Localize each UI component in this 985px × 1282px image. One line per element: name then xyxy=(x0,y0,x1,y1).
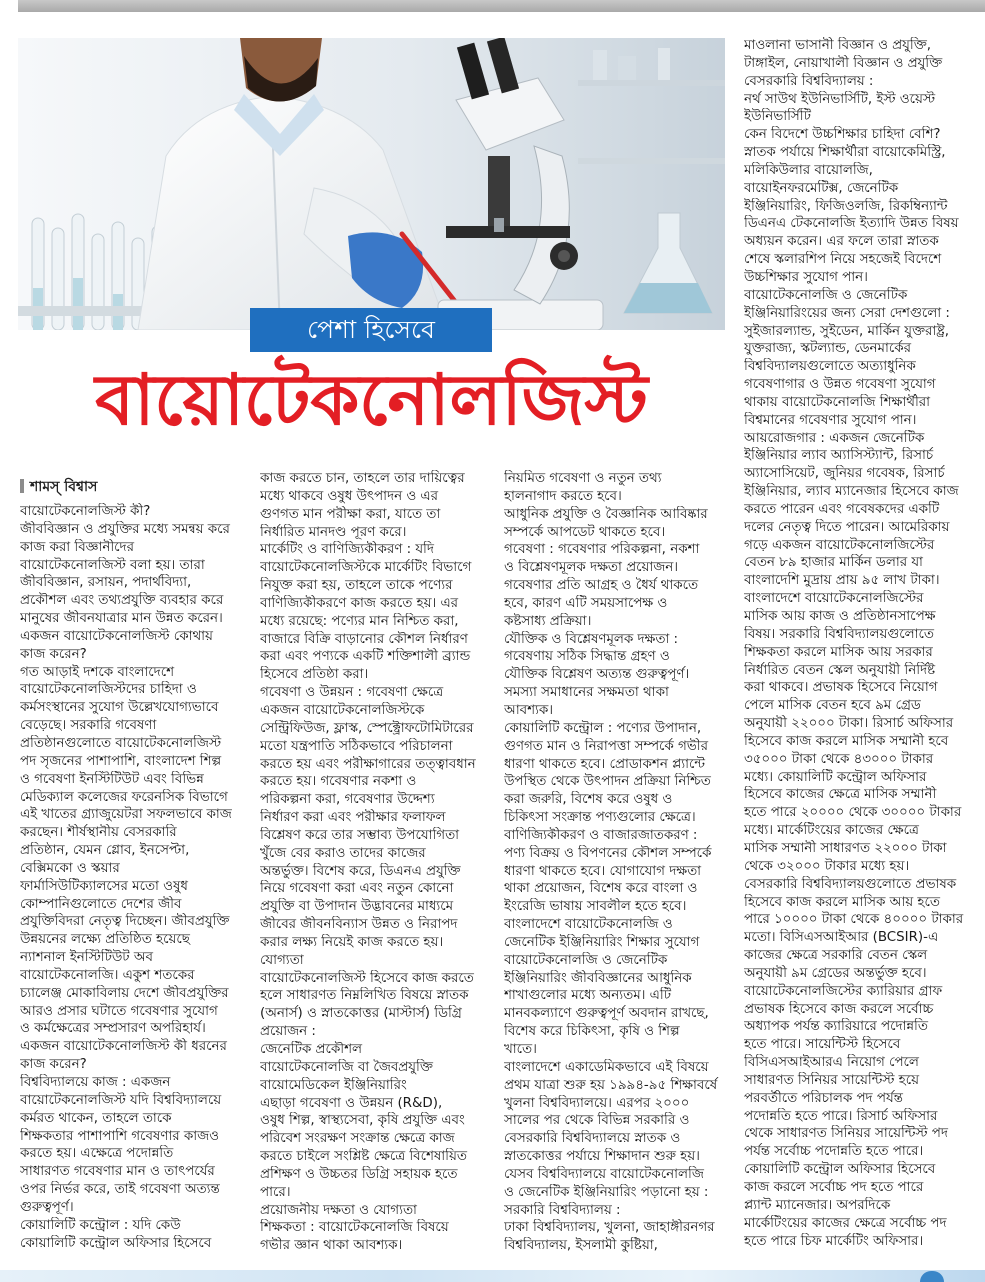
text-line: চিকিৎসা সংক্রান্ত পণ্যগুলোর ক্ষেত্রে। xyxy=(504,810,696,826)
text-line: হলে সাধারণত নিম্নলিখিত বিষয়ে স্নাতক xyxy=(260,988,469,1004)
text-line: সাধারণত সিনিয়র সায়েন্টিস্ট হয়ে xyxy=(744,1072,919,1088)
article-column-3 xyxy=(504,470,732,1258)
text-line: বাণিজ্যিকীকরণে কাজ করতে হয়। এর xyxy=(260,595,459,611)
author-name: শামস্ বিশ্বাস xyxy=(30,479,98,495)
text-line: থাকায় বায়োটেকনোলজি শিক্ষার্থীরা xyxy=(744,394,931,410)
text-line: ইউনিভার্সিটি xyxy=(744,109,811,125)
text-line: বায়োটেকনোলজিস্ট বলা হয়। তারা xyxy=(20,557,205,573)
text-line: বাংলাদেশি মুদ্রায় প্রায় ৯৫ লাখ টাকা। xyxy=(744,573,940,589)
text-line: মলিকিউলার বায়োলজি, xyxy=(744,162,873,178)
text-line: ও বিশ্লেষণমূলক দক্ষতা প্রয়োজন। xyxy=(504,560,679,576)
byline-marker xyxy=(20,479,24,493)
text-line: হবে, কারণ এটি সময়সাপেক্ষ ও xyxy=(504,595,668,611)
text-line: বাংলাদেশে একাডেমিকভাবে এই বিষয়ে xyxy=(504,1059,709,1075)
text-line: প্রশিক্ষণ ও উচ্চতর ডিগ্রি সহায়ক হতে xyxy=(260,1166,458,1182)
text-line: উন্নয়নের লক্ষ্যে প্রতিষ্ঠিত হয়েছে xyxy=(20,932,190,948)
text-line: বায়োমেডিকেল ইঞ্জিনিয়ারিং xyxy=(260,1077,407,1093)
text-line: ন্যাশনাল ইনস্টিটিউট অব xyxy=(20,950,153,966)
text-line: সাধারণত গবেষণার মান ও তাৎপর্যের xyxy=(20,1164,215,1180)
text-line: শিক্ষকতা করলে মাসিক আয় সরকার xyxy=(744,644,933,660)
text-line: অধ্যাপক পর্যন্ত ক্যারিয়ারে পদোন্নতি xyxy=(744,1019,928,1035)
text-line: বাণিজ্যিকীকরণ ও বাজারজাতকরণ : xyxy=(504,827,698,843)
text-line: কষ্টসাধ্য প্রক্রিয়া। xyxy=(504,613,592,629)
text-line: অ্যাসোসিয়েট, জুনিয়র গবেষক, রিসার্চ xyxy=(744,466,945,482)
text-line: করতে পারেন এবং গবেষকদের একটি xyxy=(744,501,940,517)
text-line: যৌক্তিক বিশ্লেষণ অত্যন্ত গুরুত্বপূর্ণ। xyxy=(504,667,690,683)
text-line: বায়োটেকনোলজিস্ট যদি বিশ্ববিদ্যালয়ে xyxy=(20,1092,222,1108)
text-line: মধ্যে থাকবে ওষুধ উৎপাদন ও এর xyxy=(260,488,438,504)
text-line: করছেন। শীর্ষস্থানীয় বেসরকারি xyxy=(20,825,177,841)
text-line: এছাড়া গবেষণা ও উন্নয়ন (R&D), xyxy=(260,1095,443,1111)
text-line: প্রকৌশল এবং তথ্যপ্রযুক্তি ব্যবহার করে xyxy=(20,593,224,609)
text-line: প্রতিষ্ঠানগুলোতে বায়োটেকনোলজিস্ট xyxy=(20,735,222,751)
text-line: অনুযায়ী ২২০০০ টাকা। রিসার্চ অফিসার xyxy=(744,716,954,732)
text-line: জেনেটিক প্রকৌশল xyxy=(260,1042,363,1057)
text-line: খুঁজে বের করাও তাদের কাজের xyxy=(260,845,426,861)
text-line: মধ্যে। কোয়ালিটি কন্ট্রোল অফিসার xyxy=(744,769,927,785)
text-line: কোম্পানিগুলোতে দেশের জীব xyxy=(20,896,182,912)
text-line: বায়োটেকনোলজি ও জেনেটিক xyxy=(504,952,668,968)
text-line: প্রয়োজনীয় দক্ষতা ও যোগ্যতা xyxy=(260,1202,417,1218)
text-line: কেন বিদেশে উচ্চশিক্ষার চাহিদা বেশি? xyxy=(744,127,941,143)
text-line: বায়োটেকনোলজিস্টকে মার্কেটিং বিভাগে xyxy=(260,560,472,576)
text-line: পরিবেশ সংরক্ষণ সংক্রান্ত ক্ষেত্রে কাজ xyxy=(260,1131,455,1147)
text-line: সুইজারল্যান্ড, সুইডেন, মার্কিন যুক্তরাষ্ট্র, xyxy=(744,323,950,339)
text-line: বাজারে বিক্রি বাড়ানোর কৌশল নির্ধারণ xyxy=(260,631,468,647)
text-line: আধুনিক প্রযুক্তি ও বৈজ্ঞানিক আবিষ্কার xyxy=(504,506,708,522)
text-line: নিয়মিত গবেষণা ও নতুন তথ্য xyxy=(504,471,662,486)
text-line: গবেষণাগার ও উন্নত গবেষণা সুযোগ xyxy=(744,377,936,393)
text-line: করতে চাইলে সংশ্লিষ্ট ক্ষেত্রে বিশেষায়িত xyxy=(260,1149,467,1165)
text-line: মানবকল্যাণে গুরুত্বপূর্ণ অবদান রাখছে, xyxy=(504,1006,709,1022)
text-line: নর্থ সাউথ ইউনিভার্সিটি, ইস্ট ওয়েস্ট xyxy=(744,91,936,107)
text-line: শিক্ষকতা : বায়োটেকনোলজি বিষয়ে xyxy=(260,1220,449,1236)
text-line: বেসরকারি বিশ্ববিদ্যালয় : xyxy=(744,73,874,89)
text-line: শিক্ষকতার পাশাপাশি গবেষণার কাজও xyxy=(20,1128,219,1144)
text-line: চ্যালেঞ্জ মোকাবিলায় দেশে জীবপ্রযুক্তির xyxy=(20,985,229,1001)
text-line: বিশ্বমানের গবেষণার সুযোগ পান। xyxy=(744,412,917,428)
text-line: ও গবেষণা ইনস্টিটিউট এবং বিভিন্ন xyxy=(20,771,204,787)
text-line: ও কর্মক্ষেত্রের সম্প্রসারণ অপরিহার্য। xyxy=(20,1021,206,1037)
text-line: সরকারি বিশ্ববিদ্যালয় : xyxy=(504,1202,621,1218)
text-line: খাতে। xyxy=(504,1042,537,1057)
text-line: পদোন্নতি হতে পারে। রিসার্চ অফিসার xyxy=(744,1108,938,1124)
text-line: বায়োটেকনোলজিস্টের ক্যারিয়ার গ্রাফ xyxy=(744,983,943,999)
text-line: ওপর নির্ভর করে, তাই গবেষণা অত্যন্ত xyxy=(20,1182,220,1198)
text-line: হিসেবে কাজ করলে মাসিক আয় হতে xyxy=(744,894,940,910)
text-line: ধারণা থাকতে হবে। প্রোডাকশন প্ল্যান্টে xyxy=(504,756,705,772)
article-column-4 xyxy=(744,37,980,1257)
text-line: জীববিজ্ঞান ও প্রযুক্তির মধ্যে সমন্বয় করে xyxy=(20,521,230,537)
text-line: উচ্চশিক্ষার সুযোগ পান। xyxy=(744,269,868,285)
text-line: হিসেবে কাজ করলে মাসিক সম্মানী হবে xyxy=(744,733,949,749)
text-line: জীববিজ্ঞান, রসায়ন, পদার্থবিদ্যা, xyxy=(20,575,192,591)
text-line: প্রভাষক হিসেবে কাজ করলে সর্বোচ্চ xyxy=(744,1001,934,1017)
text-line: বায়োটেকনোলজিস্ট কী? xyxy=(20,504,151,519)
text-line: সমস্যা সমাধানের সক্ষমতা থাকা xyxy=(504,685,669,701)
text-line: করা এবং পণ্যকে একটি শক্তিশালী ব্র্যান্ড xyxy=(260,649,471,665)
text-line: করা জরুরি, বিশেষ করে ওষুধ ও xyxy=(504,792,673,808)
text-line: থাকা প্রয়োজন, বিশেষ করে বাংলা ও xyxy=(504,881,698,897)
text-line: যুক্তরাজ্য, স্কটল্যান্ড, ডেনমার্কের xyxy=(744,341,911,357)
text-line: স্নাতকোত্তর পর্যায়ে শিক্ষাদান শুরু হয়। xyxy=(504,1149,700,1165)
text-line: গবেষণা ও উন্নয়ন : গবেষণা ক্ষেত্রে xyxy=(260,685,444,701)
text-line: দলের নেতৃত্ব দিতে পারেন। আমেরিকায় xyxy=(744,519,950,535)
text-line: গবেষণা : গবেষণার পরিকল্পনা, নকশা xyxy=(504,542,700,558)
text-line: মধ্যে রয়েছে: পণ্যের মান নিশ্চিত করা, xyxy=(260,613,459,629)
text-line: হতে পারে চিফ মার্কেটিং অফিসার। xyxy=(744,1233,924,1249)
text-line: ফার্মাসিউটিক্যালসের মতো ওষুধ xyxy=(20,878,188,894)
lab-illustration xyxy=(18,38,725,330)
text-line: কোয়ালিটি কন্ট্রোল অফিসার হিসেবে xyxy=(20,1235,212,1251)
text-line: জীবের জীবনবিন্যাস উন্নত ও নিরাপদ xyxy=(260,917,458,933)
text-line: গবেষণার প্রতি আগ্রহ ও ধৈর্য থাকতে xyxy=(504,578,699,594)
text-line: পরবর্তীতে পরিচালক পদ পর্যন্ত xyxy=(744,1090,903,1106)
text-line: মাসিক আয় কাজ ও প্রতিষ্ঠানসাপেক্ষ xyxy=(744,609,936,624)
text-line: বেক্সিমকো ও স্কয়ার xyxy=(20,860,120,876)
text-line: কাজ করেন? xyxy=(20,646,87,662)
bottom-rule xyxy=(0,1270,985,1282)
text-line: জেনেটিক ইঞ্জিনিয়ারিং শিক্ষার সুযোগ xyxy=(504,934,700,950)
text-line: টাঙ্গাইল, নোয়াখালী বিজ্ঞান ও প্রযুক্তি xyxy=(744,55,943,71)
text-line: বিশ্ববিদ্যালয়, ইসলামী কুষ্টিয়া, xyxy=(504,1238,658,1254)
text-line: প্রযুক্তি বা উপাদান উদ্ভাবনের মাধ্যমে xyxy=(260,899,454,915)
text-line: পারে ১০০০০ টাকা থেকে ৪০০০০ টাকার xyxy=(744,912,964,928)
text-line: বেড়েছে। সরকারি গবেষণা xyxy=(20,718,157,734)
text-line: থেকে ৩২০০০ টাকার মধ্যে হয়। xyxy=(744,858,910,874)
text-line: মার্কেটিংয়ের কাজের ক্ষেত্রে সর্বোচ্চ পদ xyxy=(744,1215,947,1231)
text-line: বিশ্লেষণ করে তার সম্ভাব্য উপযোগিতা xyxy=(260,827,460,843)
text-line: মতো। বিসিএসআইআর (BCSIR)-এ xyxy=(744,930,939,946)
text-line: অনুযায়ী ৯ম গ্রেডের অন্তর্ভুক্ত হবে। xyxy=(744,965,927,981)
text-line: ধারণা থাকতে হবে। যোগাযোগ দক্ষতা xyxy=(504,863,702,879)
text-line: গবেষণায় সঠিক সিদ্ধান্ত গ্রহণ ও xyxy=(504,649,670,665)
text-line: ইংরেজি ভাষায় সাবলীল হতে হবে। xyxy=(504,899,687,915)
text-line: পদ সৃজনের পাশাপাশি, বাংলাদেশ শিল্প xyxy=(20,753,222,769)
text-line: এই খাতের গ্র্যাজুয়েটরা সফলভাবে কাজ xyxy=(20,807,232,823)
text-line: করতে হয়। গবেষণার নকশা ও xyxy=(260,774,417,790)
text-line: হালনাগাদ করতে হবে। xyxy=(504,488,622,504)
text-line: বায়োটেকনোলজি। একুশ শতকের xyxy=(20,967,195,983)
text-line: প্রথম যাত্রা শুরু হয় ১৯৯৪-৯৫ শিক্ষাবর্ষে xyxy=(504,1077,718,1093)
text-line: (অনার্স) ও স্নাতকোত্তর (মাস্টার্স) ডিগ্রি xyxy=(260,1006,462,1022)
text-line: কোয়ালিটি কন্ট্রোল অফিসার হিসেবে xyxy=(744,1162,936,1178)
text-line: কাজ করা বিজ্ঞানীদের xyxy=(20,539,134,555)
text-line: বাংলাদেশে বায়োটেকনোলজিস্টের xyxy=(744,591,924,607)
text-line: করতে হয় এবং পরীক্ষাগারের তত্ত্বাবধান xyxy=(260,756,476,772)
text-line: আরও প্রসার ঘটাতে গবেষণার সুযোগ xyxy=(20,1003,218,1019)
headline-title: বায়োটেকনোলজিস্ট xyxy=(95,359,648,441)
text-line: ঢাকা বিশ্ববিদ্যালয়, খুলনা, জাহাঙ্গীরনগর xyxy=(504,1220,715,1236)
text-line: শেষে স্কলারশিপ নিয়ে সহজেই বিদেশে xyxy=(744,252,942,268)
text-line: সম্পর্কে আপডেট থাকতে হবে। xyxy=(504,524,666,540)
text-line: ইঞ্জিনিয়ারিংয়ের জন্য সেরা দেশগুলো : xyxy=(744,305,950,321)
text-line: পেলে মাসিক বেতন হবে ৯ম গ্রেড xyxy=(744,698,921,714)
text-line: একজন বায়োটেকনোলজিস্ট কোথায় xyxy=(20,628,213,644)
text-line: বেতন ৮৯ হাজার মার্কিন ডলার যা xyxy=(744,555,923,571)
text-line: ইঞ্জিনিয়ারিং জীববিজ্ঞানের আধুনিক xyxy=(504,970,692,986)
text-line: পরিকল্পনা করা, গবেষণার উদ্দেশ্য xyxy=(260,792,435,808)
text-line: গুণগত মান ও নিরাপত্তা সম্পর্কে গভীর xyxy=(504,738,708,754)
text-line: বায়োটেকনোলজিস্ট হিসেবে কাজ করতে xyxy=(260,970,474,986)
article-column-2 xyxy=(260,470,492,1258)
text-line: গুরুত্বপূর্ণ। xyxy=(20,1199,74,1215)
text-line: হিসেবে কাজের ক্ষেত্রে মাসিক সম্মানী xyxy=(744,787,937,803)
text-line: নির্ধারণ করা এবং পরীক্ষার ফলাফল xyxy=(260,810,446,826)
text-line: বিষয়। সরকারি বিশ্ববিদ্যালয়গুলোতে xyxy=(744,626,934,642)
text-line: নিযুক্ত করা হয়, তাহলে তাকে পণ্যের xyxy=(260,578,453,594)
text-line: কাজের ক্ষেত্রে সরকারি বেতন স্কেল xyxy=(744,948,928,964)
text-line: সেন্ট্রিফিউজ, ফ্লাস্ক, স্পেক্ট্রোফটোমিটারের xyxy=(260,720,474,736)
text-line: খুলনা বিশ্ববিদ্যালয়ে। এরপর ২০০০ xyxy=(504,1095,690,1111)
text-line: করা থাকবে। প্রভাষক হিসেবে নিয়োগ xyxy=(744,680,938,696)
text-line: যৌক্তিক ও বিশ্লেষণমূলক দক্ষতা : xyxy=(504,631,679,647)
text-line: কাজ করেন? xyxy=(20,1057,87,1073)
text-line: কাজ করলে সর্বোচ্চ পদ হতে পারে xyxy=(744,1180,924,1195)
text-line: বিসিএসআইআরএ নিয়োগ পেলে xyxy=(744,1055,919,1071)
text-line: ওষুধ শিল্প, স্বাস্থ্যসেবা, কৃষি প্রযুক্তি এবং xyxy=(260,1113,465,1129)
text-line: মতো যন্ত্রপাতি সঠিকভাবে পরিচালনা xyxy=(260,738,453,754)
text-line: করতে হয়। এক্ষেত্রে পদোন্নতি xyxy=(20,1146,174,1162)
text-line: ইঞ্জিনিয়ারিং, ফিজিওলজি, রিকম্বিন্যান্ট xyxy=(744,198,948,214)
text-line: বেসরকারি বিশ্ববিদ্যালয়গুলোতে প্রভাষক xyxy=(744,876,957,892)
text-line: গুণগত মান পরীক্ষা করা, যাতে তা xyxy=(260,506,441,522)
text-line: ইঞ্জিনিয়ার ল্যাব অ্যাসিস্ট্যান্ট, রিসার্চ xyxy=(744,448,934,464)
text-line: অন্তর্ভুক্ত। বিশেষ করে, ডিএনএ প্রযুক্তি xyxy=(260,863,461,879)
text-line: কোয়ালিটি কন্ট্রোল : যদি কেউ xyxy=(20,1217,181,1233)
text-line: ও জেনেটিক ইঞ্জিনিয়ারিং পড়ানো হয় : xyxy=(504,1184,709,1200)
text-line: বিশ্ববিদ্যালয়গুলোতে অত্যাধুনিক xyxy=(744,359,916,375)
text-line: পারে। xyxy=(260,1184,291,1200)
text-line: মার্কেটিং ও বাণিজ্যিকীকরণ : যদি xyxy=(260,542,434,558)
text-line: স্নাতক পর্যায়ে শিক্ষার্থীরা বায়োকেমিস্ট্রি, xyxy=(744,145,946,161)
text-line: উপস্থিত থেকে উৎপাদন প্রক্রিয়া নিশ্চিত xyxy=(504,774,711,790)
text-line: করার লক্ষ্য নিয়েই কাজ করতে হয়। xyxy=(260,934,444,950)
text-line: ডিএনএ টেকনোলজি ইত্যাদি উন্নত বিষয় xyxy=(744,216,959,232)
text-line: প্ল্যান্ট ম্যানেজার। অপরদিকে xyxy=(744,1197,891,1213)
text-line: বিশেষ করে চিকিৎসা, কৃষি ও শিল্প xyxy=(504,1024,680,1040)
text-line: প্রতিষ্ঠান, যেমন গ্লোব, ইনসেপ্টা, xyxy=(20,843,190,859)
text-line: মাওলানা ভাসানী বিজ্ঞান ও প্রযুক্তি, xyxy=(744,38,931,53)
text-line: ৩৫০০০ টাকা থেকে ৪৩০০০ টাকার xyxy=(744,751,934,767)
text-line: পণ্য বিক্রয় ও বিপণনের কৌশল সম্পর্কে xyxy=(504,845,712,861)
text-line: প্রযুক্তিবিদরা নেতৃত্ব দিচ্ছেন। জীবপ্রযুক্তি xyxy=(20,914,230,930)
text-line: যেসব বিশ্ববিদ্যালয়ে বায়োটেকনোলজি xyxy=(504,1166,704,1182)
text-line: থেকে সাধারণত সিনিয়র সায়েন্টিস্ট পদ xyxy=(744,1126,948,1142)
author-byline xyxy=(20,478,242,496)
text-line: হতে পারে। সায়েন্টিস্ট হিসেবে xyxy=(744,1037,901,1053)
text-line: কর্মরত থাকেন, তাহলে তাকে xyxy=(20,1110,172,1126)
text-line: ইঞ্জিনিয়ার, ল্যাব ম্যানেজার হিসেবে কাজ xyxy=(744,484,959,500)
scientist-microscope-photo xyxy=(18,38,725,330)
text-line: বায়োটেকনোলজি ও জেনেটিক xyxy=(744,287,908,303)
text-line: নিয়ে গবেষণা করা এবং নতুন কোনো xyxy=(260,881,454,897)
text-line: মানুষের জীবনযাত্রার মান উন্নত করেন। xyxy=(20,611,223,627)
text-line: কাজ করতে চান, তাহলে তার দায়িত্বের xyxy=(260,471,465,486)
section-banner: পেশা হিসেবে xyxy=(250,308,492,352)
text-line: সালের পর থেকে বিভিন্ন সরকারি ও xyxy=(504,1113,690,1129)
text-line: নির্ধারিত বেতন স্কেল অনুযায়ী নির্দিষ্ট xyxy=(744,662,936,678)
text-line: মধ্যে। মার্কেটিংয়ের কাজের ক্ষেত্রে xyxy=(744,823,919,839)
text-line: গভীর জ্ঞান থাকা আবশ্যক। xyxy=(260,1238,403,1254)
text-line: প্রয়োজন : xyxy=(260,1024,316,1040)
text-line: মাসিক সম্মানী সাধারণত ২২০০০ টাকা xyxy=(744,840,947,856)
text-line: বেসরকারি বিশ্ববিদ্যালয়ে স্নাতক ও xyxy=(504,1131,681,1147)
text-line: বায়োটেকনোলজি বা জৈবপ্রযুক্তি xyxy=(260,1059,433,1075)
text-line: কোয়ালিটি কন্ট্রোল : পণ্যের উপাদান, xyxy=(504,720,702,736)
text-line: অধ্যয়ন করেন। এর ফলে তারা স্নাতক xyxy=(744,234,939,250)
top-rule xyxy=(18,0,985,12)
text-line: কর্মসংস্থানের সুযোগ উল্লেখযোগ্যভাবে xyxy=(20,700,219,716)
text-line: বাংলাদেশে বায়োটেকনোলজি ও xyxy=(504,917,673,933)
text-line: বায়োটেকনোলজিস্টদের চাহিদা ও xyxy=(20,682,197,698)
text-line: মেডিক্যাল কলেজের ফরেনসিক বিভাগে xyxy=(20,789,228,805)
text-line: বায়োইনফরমেটিক্স, জেনেটিক xyxy=(744,180,899,196)
text-line: শাখাগুলোর মধ্যে অন্যতম। এটি xyxy=(504,988,671,1004)
text-line: গত আড়াই দশকে বাংলাদেশে xyxy=(20,664,175,680)
text-line: একজন বায়োটেকনোলজিস্ট কী ধরনের xyxy=(20,1039,227,1055)
text-line: যোগ্যতা xyxy=(260,952,304,968)
text-line: আবশ্যক। xyxy=(504,702,554,718)
text-line: হতে পারে ২০০০০ থেকে ৩০০০০ টাকার xyxy=(744,805,962,821)
text-line: গড়ে একজন বায়োটেকনোলজিস্টের xyxy=(744,537,935,553)
text-line: পর্যন্ত সর্বোচ্চ পদোন্নতি হতে পারে। xyxy=(744,1144,924,1160)
text-line: একজন বায়োটেকনোলজিস্টকে xyxy=(260,702,425,718)
article-column-1 xyxy=(20,503,242,1255)
text-line: আয়রোজগার : একজন জেনেটিক xyxy=(744,430,925,446)
text-line: নির্ধারিত মানদণ্ড পূরণ করে। xyxy=(260,524,407,540)
text-line: বিশ্ববিদ্যালয়ে কাজ : একজন xyxy=(20,1075,171,1090)
text-line: হিসেবে প্রতিষ্ঠা করা। xyxy=(260,667,369,683)
